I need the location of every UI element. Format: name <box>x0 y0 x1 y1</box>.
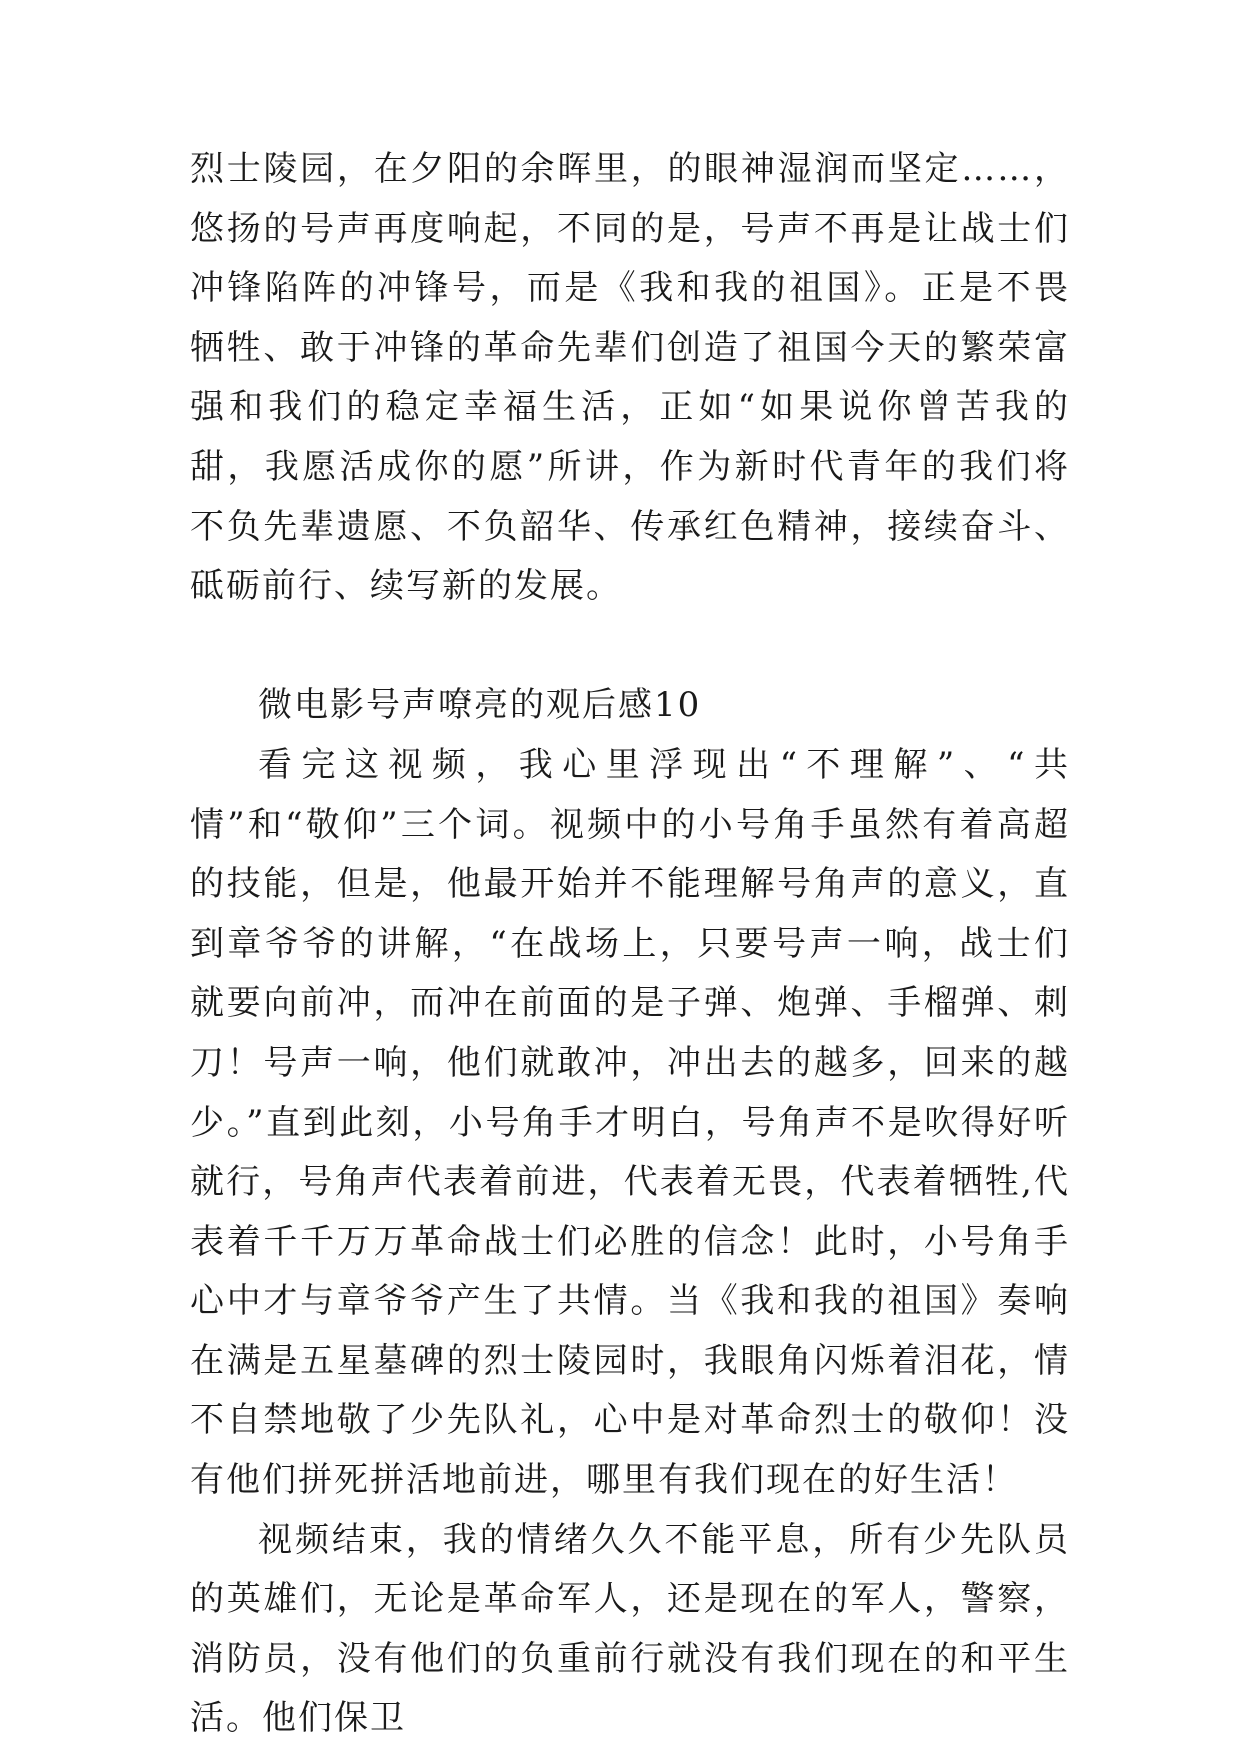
document-body <box>190 140 1070 1749</box>
paragraph-2: 看完这视频，我心里浮现出“不理解”、“共情”和“敬仰”三个词。视频中的小号角手虽然有着高超的技能，但是，他最开始并不能理解号角声的意义，直到章爷爷的讲解，“在战场上，只要号声一响，战士们就要向前冲，而冲在前面的是子弹、炮弹、手榴弹、刺刀！号声一响，他们就敢冲，冲出去的越多，回来的越少。”直到此刻，小号角手才明白，号角声不是吹得好听就行，号角声代表着前进，代表着无畏，代表着牺牲,代表着千千万万革命战士们必胜的信念！此时，小号角手心中才与章爷爷产生了共情。当《我和我的祖国》奏响在满是五星墓碑的烈士陵园时，我眼角闪烁着泪花，情不自禁地敬了少先队礼，心中是对革命烈士的敬仰！没有他们拼死拼活地前进，哪里有我们现在的好生活！ <box>190 744 1070 1501</box>
paragraph-3: 视频结束，我的情绪久久不能平息，所有少先队员的英雄们，无论是革命军人，还是现在的军人，警察，消防员，没有他们的负重前行就没有我们现在的和平生活。他们保卫 <box>190 1519 1070 1739</box>
section-title: 微电影号声嘹亮的观后感10 <box>258 685 702 726</box>
paragraph-1: 烈士陵园，在夕阳的余晖里，的眼神湿润而坚定……，悠扬的号声再度响起，不同的是，号声不再是让战士们冲锋陷阵的冲锋号，而是《我和我的祖国》。正是不畏牺牲、敢于冲锋的革命先辈们创造了祖国今天的繁荣富强和我们的稳定幸福生活，正如“如果说你曾苦我的甜，我愿活成你的愿”所讲，作为新时代青年的我们将不负先辈遗愿、不负韶华、传承红色精神，接续奋斗、砥砺前行、续写新的发展。 <box>190 149 1070 607</box>
paragraph-gap <box>190 617 1070 677</box>
